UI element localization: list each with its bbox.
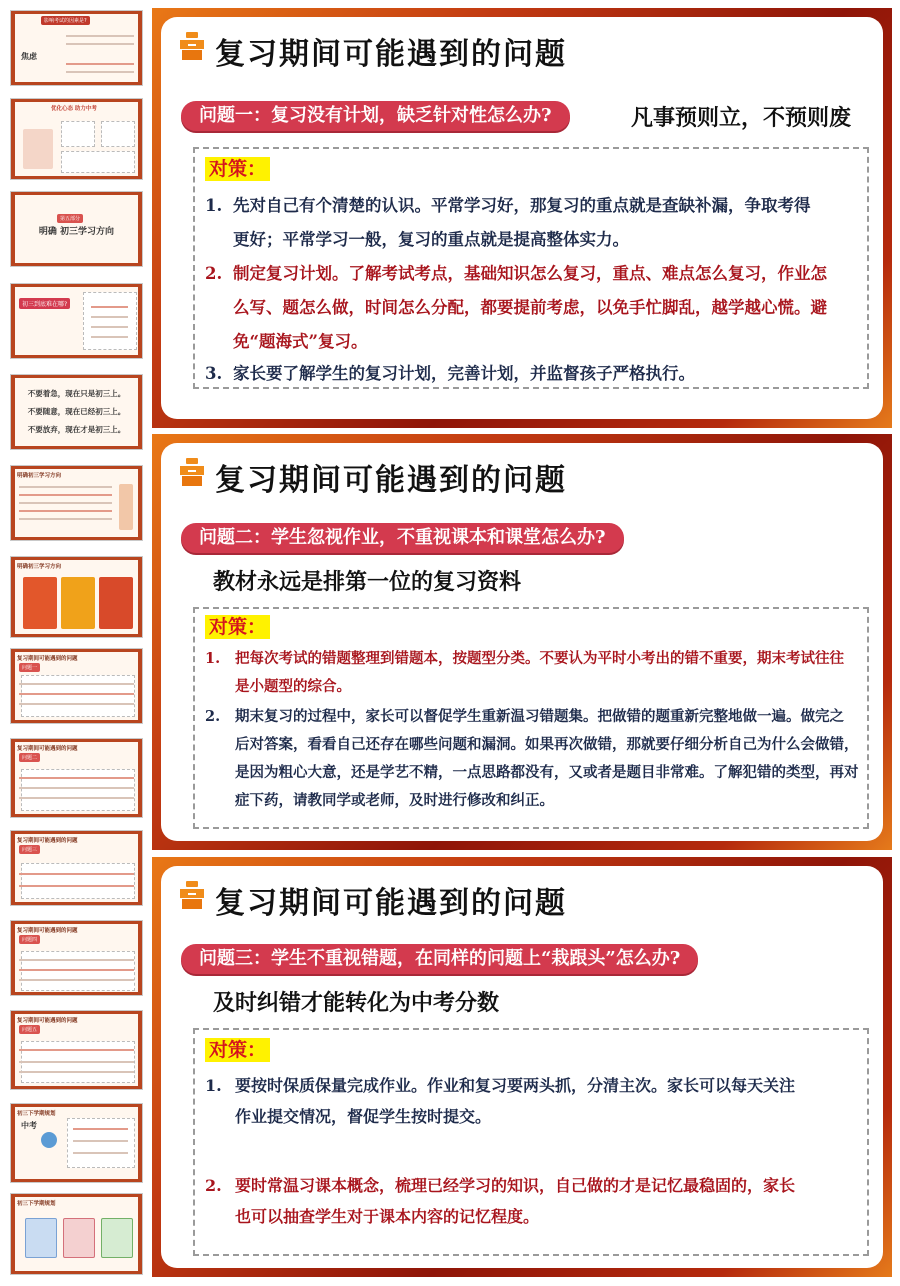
thumb-title: 复习期间可能遇到的问题 — [17, 1018, 78, 1024]
slide-thumbnail-11[interactable]: 复习期间可能遇到的问题 问题四 — [10, 920, 143, 996]
slide-thumbnail-4[interactable] — [10, 283, 143, 359]
lectern-icon — [177, 880, 207, 910]
slide-thumbnail-9[interactable]: 复习期间可能遇到的问题 问题二 — [10, 738, 143, 818]
problem-banner: 问题二：学生忽视作业，不重视课本和课堂怎么办? — [181, 523, 624, 553]
problem-banner: 问题一：复习没有计划，缺乏针对性怎么办? — [181, 101, 570, 131]
thumb-title: 复习期间可能遇到的问题 — [17, 656, 78, 662]
motto-text: 教材永远是排第一位的复习资料 — [213, 569, 522, 595]
thumb-title: 复习期间可能遇到的问题 — [17, 838, 78, 844]
thumb-heading: 中考 — [21, 1121, 37, 1130]
slide-title: 复习期间可能遇到的问题 — [215, 463, 567, 498]
strategy-label: 对策： — [205, 157, 270, 181]
slide-thumbnail-8[interactable]: 复习期间可能遇到的问题 问题一 — [10, 648, 143, 724]
motto-text: 及时纠错才能转化为中考分数 — [213, 990, 500, 1016]
thumb-title: 复习期间可能遇到的问题 — [17, 746, 78, 752]
slide-thumbnail-1[interactable] — [10, 10, 143, 86]
thumb-title: 优化心态 助力中考 — [51, 106, 97, 112]
slide-canvas — [161, 866, 883, 1268]
strategy-item: 2. 制定复习计划。了解考试考点，基础知识怎么复习，重点、难点怎么复习，作业怎 么写、题怎么做，时间怎么分配，都要提前考虑，以免手忙脚乱，越学越心慌。避 免“题海式”复习。 — [205, 264, 827, 351]
slide-thumbnail-14[interactable] — [10, 1193, 143, 1275]
slide-thumbnail-panel — [0, 0, 152, 1286]
slide-thumbnail-5[interactable] — [10, 374, 143, 450]
strategy-item: 1. 把每次考试的错题整理到错题本，按题型分类。不要认为平时小考出的错不重要，期末考试往往 是小题型的综合。 — [205, 650, 844, 695]
strategy-item: 1. 先对自己有个清楚的认识。平常学习好，那复习的重点就是查缺补漏，争取考得 更好；平常学习一般，复习的重点就是提高整体实力。 — [205, 196, 811, 249]
thumb-line-text: 不要放弃，现在才是初三上。 — [27, 425, 126, 434]
slide-thumbnail-10[interactable]: 复习期间可能遇到的问题 问题三 — [10, 830, 143, 906]
thumb-tag: 第五部分 — [57, 214, 83, 223]
strategy-item: 2. 期末复习的过程中，家长可以督促学生重新温习错题集。把做错的题重新完整地做一遍。做完之 后对答案，看看自己还存在哪些问题和漏洞。如果再次做错，那就要仔细分析自己为什么会做错， 是因为粗心大意，还是学艺不精，一点思路都没有，又或者是题目非常难。了解犯错的类型，再对 症下药，请教同学或老师，及时进行修改和纠正。 — [205, 708, 859, 809]
strategy-label: 对策： — [205, 615, 270, 639]
slide-title: 复习期间可能遇到的问题 — [215, 37, 567, 72]
thumb-title: 影响考试的因素是? — [41, 16, 90, 25]
slide-problem-two — [152, 434, 892, 850]
slide-title: 复习期间可能遇到的问题 — [215, 886, 567, 921]
slide-thumbnail-13[interactable] — [10, 1103, 143, 1183]
slide-problem-three — [152, 857, 892, 1277]
lectern-icon — [177, 457, 207, 487]
slide-problem-one — [152, 8, 892, 428]
slide-thumbnail-6[interactable] — [10, 465, 143, 541]
slide-thumbnail-2[interactable] — [10, 98, 143, 180]
motto-text: 凡事预则立，不预则废 — [631, 105, 852, 131]
thumb-tag: 初三到底难在哪? — [19, 298, 70, 309]
thumb-title: 明确初三学习方向 — [17, 473, 62, 479]
slide-thumbnail-3[interactable] — [10, 191, 143, 267]
slide-thumbnail-7[interactable] — [10, 556, 143, 638]
slide-canvas — [161, 17, 883, 419]
strategy-box — [193, 147, 869, 389]
strategy-box — [193, 607, 869, 829]
slide-canvas — [161, 443, 883, 841]
slide-thumbnail-12[interactable]: 复习期间可能遇到的问题 问题五 — [10, 1010, 143, 1090]
thumb-title: 明确初三学习方向 — [17, 564, 62, 570]
thumb-line-text: 不要着急，现在只是初三上。 — [27, 389, 126, 398]
thumb-line-text: 不要随意，现在已经初三上。 — [27, 407, 126, 416]
thumb-heading: 明确 初三学习方向 — [38, 227, 115, 237]
strategy-item: 1. 要按时保质保量完成作业。作业和复习要两头抓，分清主次。家长可以每天关注 作业提交情况，督促学生按时提交。 — [205, 1076, 796, 1126]
thumb-title: 复习期间可能遇到的问题 — [17, 928, 78, 934]
strategy-item: 3. 家长要了解学生的复习计划，完善计划，并监督孩子严格执行。 — [205, 364, 695, 383]
problem-banner: 问题三：学生不重视错题，在同样的问题上“栽跟头”怎么办? — [181, 944, 698, 974]
thumb-title: 初三下学期规划 — [17, 1111, 56, 1117]
lectern-icon — [177, 31, 207, 61]
thumb-title: 初三下学期规划 — [17, 1201, 56, 1207]
strategy-item: 2. 要时常温习课本概念，梳理已经学习的知识，自己做的才是记忆最稳固的，家长 也可以抽查学生对于课本内容的记忆程度。 — [205, 1176, 796, 1226]
strategy-box — [193, 1028, 869, 1256]
strategy-label: 对策： — [205, 1038, 270, 1062]
thumb-heading: 焦虑 — [21, 52, 37, 61]
